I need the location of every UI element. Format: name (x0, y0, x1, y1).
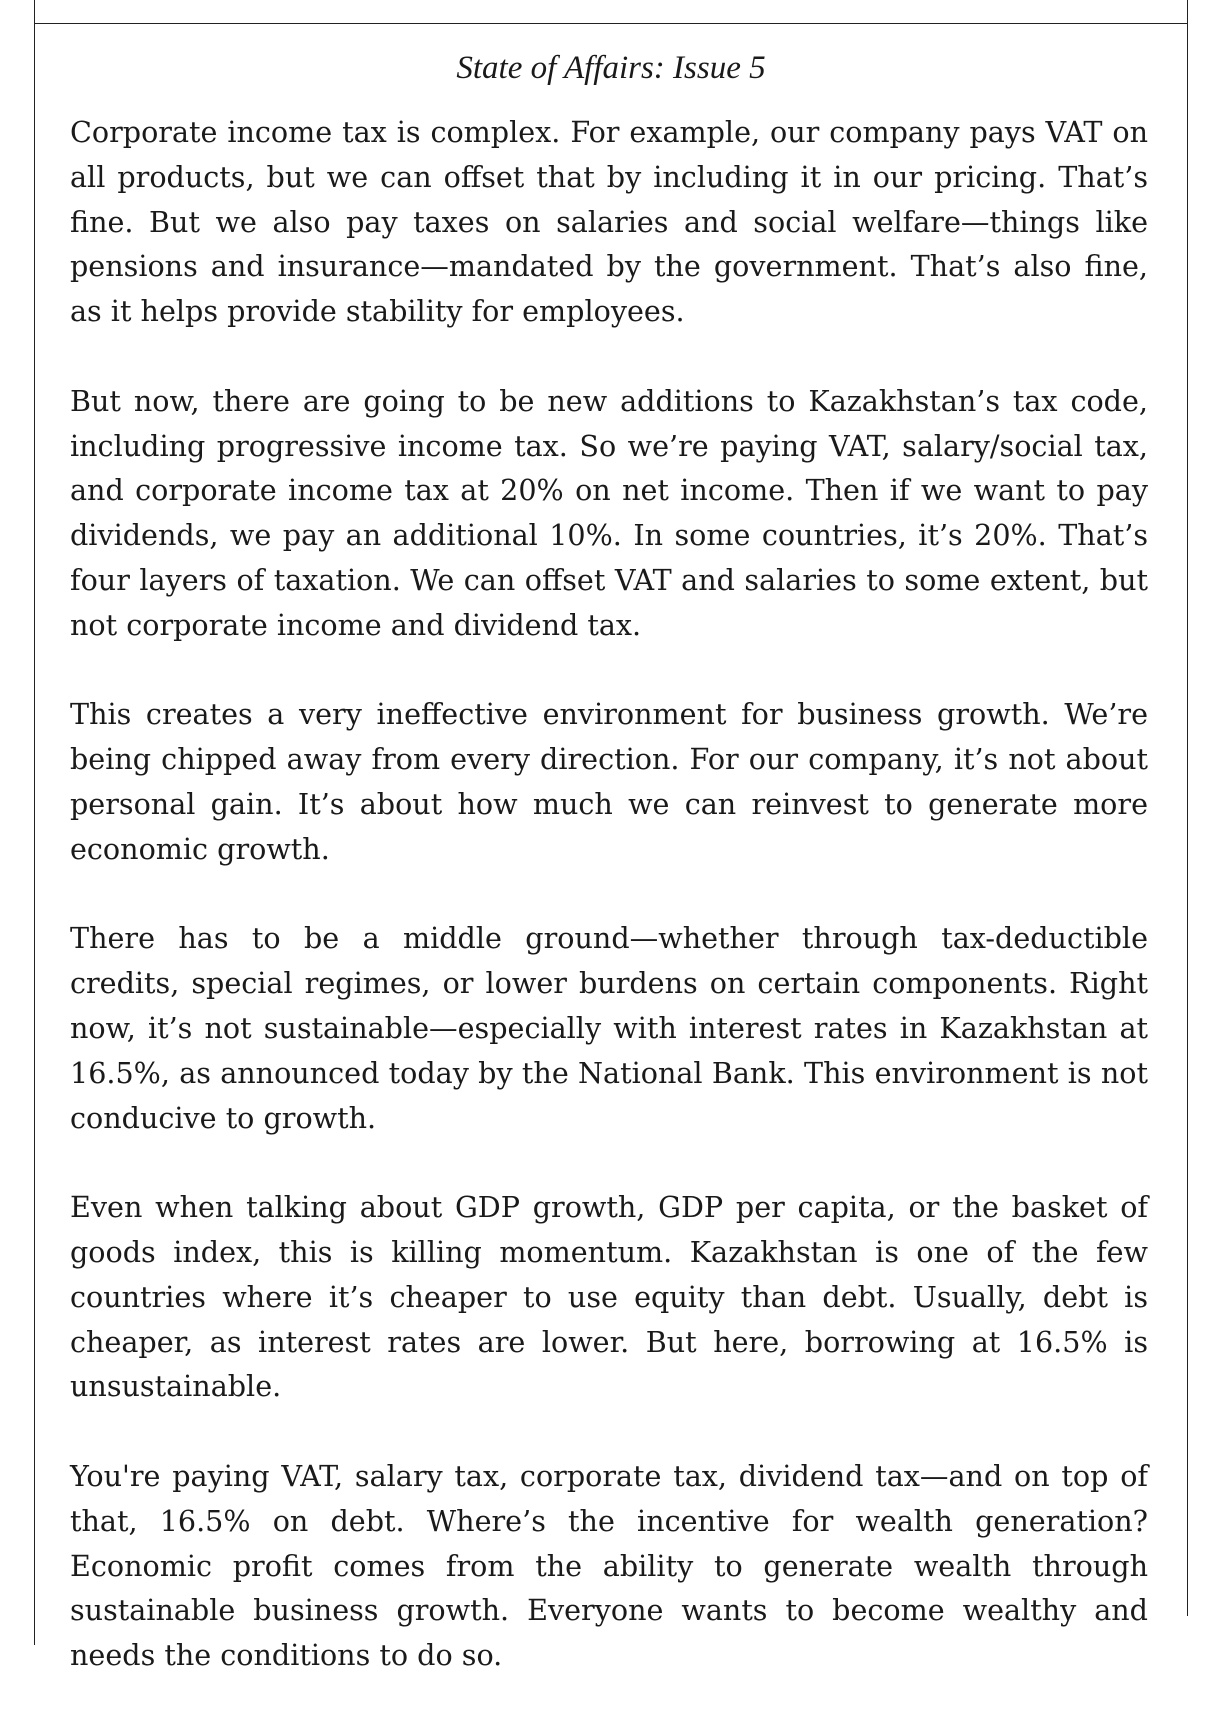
frame-left-stub (34, 0, 35, 23)
article-body (70, 110, 1148, 1678)
frame-top-border (34, 23, 1188, 24)
frame-left-border (34, 23, 35, 1645)
paragraph-4: There has to be a middle ground—whether through tax-deductible credits, special regimes, or lower burdens on certain components. Right now, it’s not sustainable—especially with interest rates in Kazakhstan at 16.5%, as announced today by the National Bank. This environment is not conducive to growth. (70, 921, 1148, 1135)
page-title: State of Affairs: Issue 5 (456, 50, 766, 86)
paragraph-3: This creates a very ineffective environment for business growth. We’re being chipped away from every direction. For our company, it’s not about personal gain. It’s about how much we can reinvest to generate more economic growth. (70, 697, 1148, 866)
paragraph-6: You're paying VAT, salary tax, corporate tax, dividend tax—and on top of that, 16.5% on debt. Where’s the incentive for wealth generation? Economic profit comes from the ability to generate wealth through sustainable business growth. Everyone wants to become wealthy and needs the conditions to do so. (70, 1458, 1148, 1673)
frame-right-border (1187, 23, 1188, 1616)
paragraph-5: Even when talking about GDP growth, GDP per capita, or the basket of goods index, this is killing momentum. Kazakhstan is one of the few countries where it’s cheaper to use equity than debt. Usually, debt is cheaper, as interest rates are lower. But here, borrowing at 16.5% is unsustainable. (70, 1190, 1148, 1404)
paragraph-2: But now, there are going to be new additions to Kazakhstan’s tax code, including progressive income tax. So we’re paying VAT, salary/social tax, and corporate income tax at 20% on net income. Then if we want to pay dividends, we pay an additional 10%. In some countries, it’s 20%. That’s four layers of taxation. We can offset VAT and salaries to some extent, but not corporate income and dividend tax. (70, 383, 1148, 642)
frame-right-stub (1187, 0, 1188, 23)
paragraph-1: Corporate income tax is complex. For example, our company pays VAT on all products, but we can offset that by including it in our pricing. That’s fine. But we also pay taxes on salaries and social welfare—things like pensions and insurance—mandated by the government. That’s also fine, as it helps provide stability for employees. (70, 115, 1148, 329)
